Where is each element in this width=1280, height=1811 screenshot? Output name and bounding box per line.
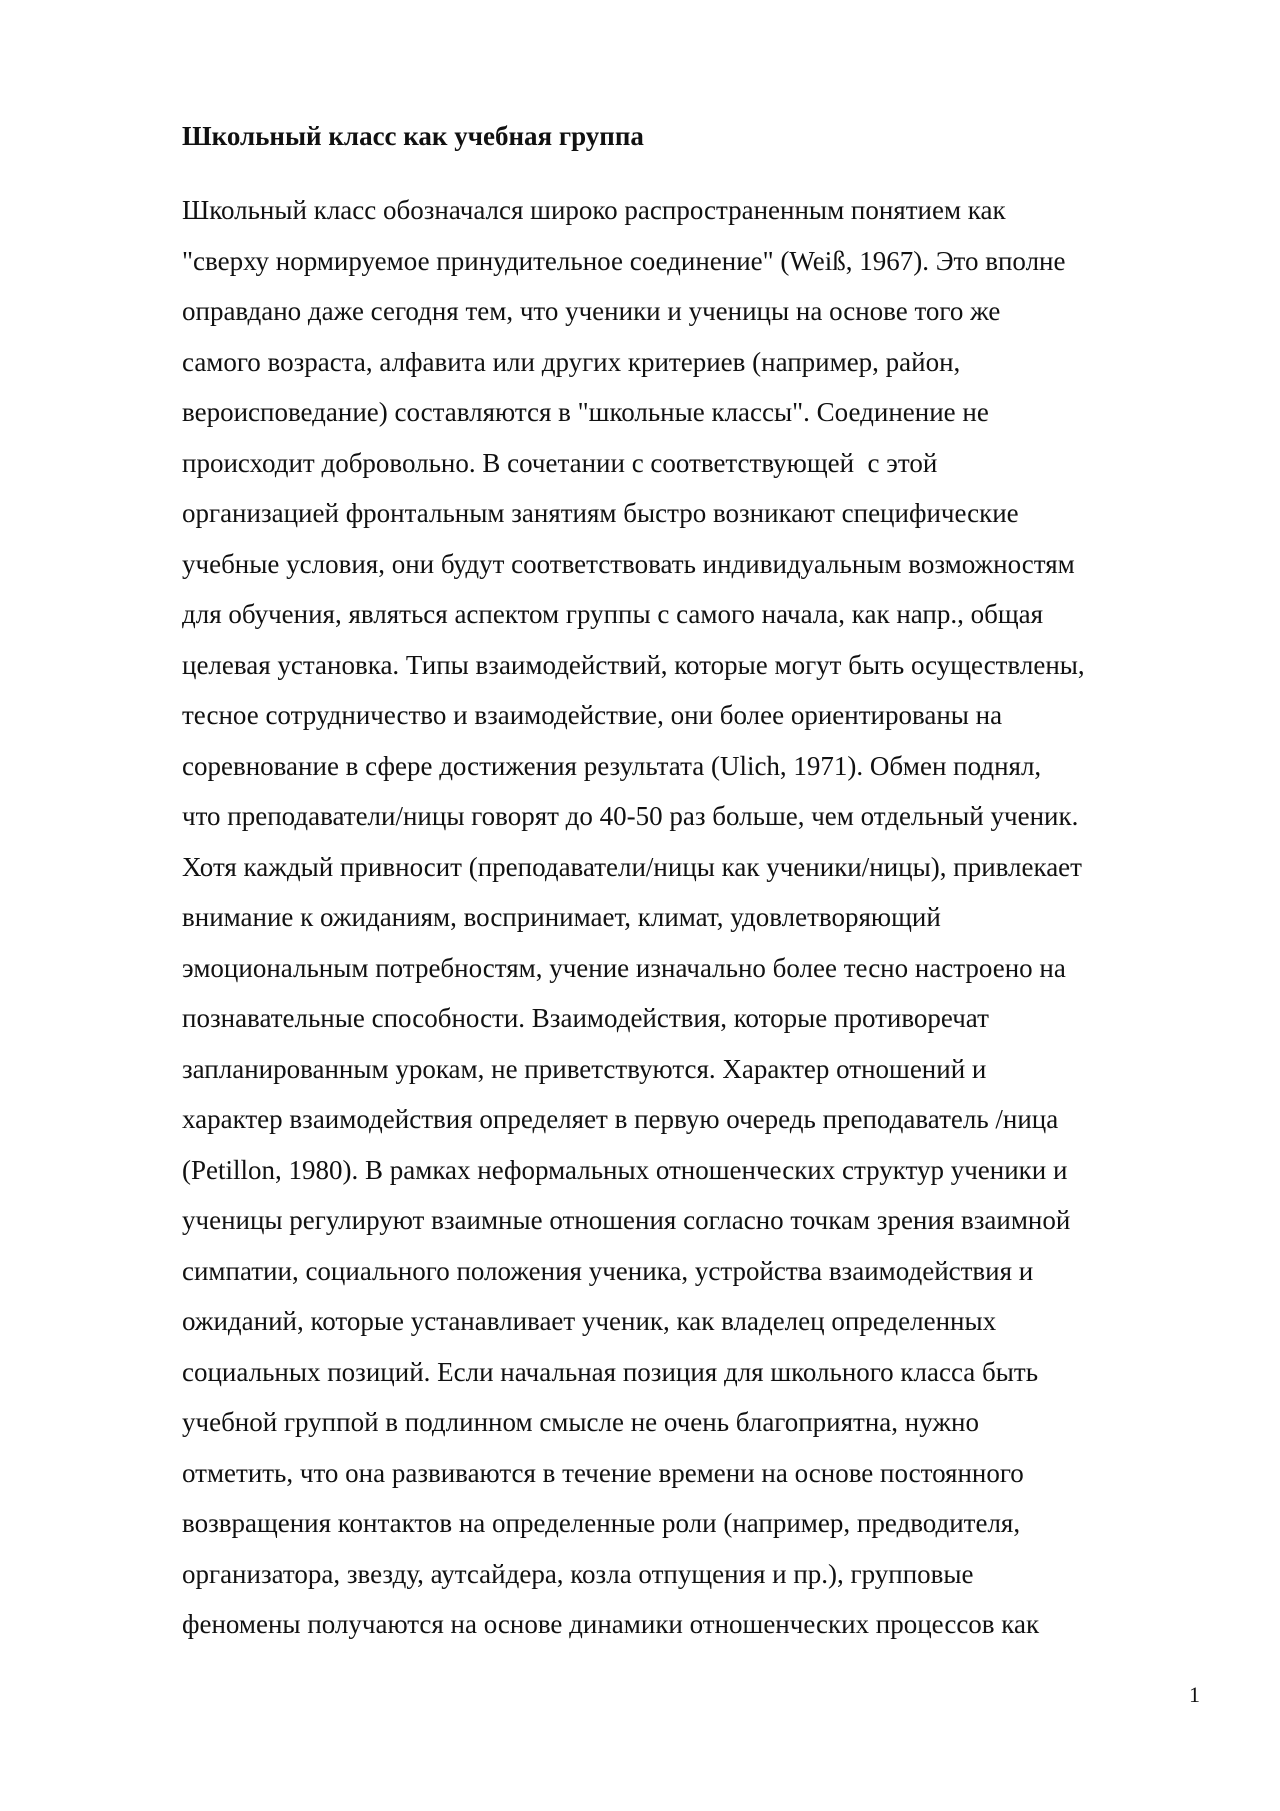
text-line: тесное сотрудничество и взаимодействие, они более ориентированы на: [182, 700, 1003, 730]
text-line: отметить, что она развиваются в течение времени на основе постоянного: [182, 1457, 1024, 1488]
text-line: познавательные способности. Взаимодействия, которые противоречат: [182, 1003, 989, 1033]
page-number: 1: [1189, 1682, 1200, 1707]
text-line: организатора, звезду, аутсайдера, козла отпущения и пр.), групповые: [182, 1558, 974, 1589]
document-title: Школьный класс как учебная группа: [182, 121, 644, 151]
text-line: (Petillon, 1980). В рамках неформальных отношенческих структур ученики и: [182, 1154, 1068, 1185]
text-line: внимание к ожиданиям, воспринимает, климат, удовлетворяющий: [182, 902, 941, 932]
text-line: учебные условия, они будут соответствовать индивидуальным возможностям: [182, 548, 1075, 579]
body-paragraph: [182, 190, 1085, 1655]
text-line: организацией фронтальным занятиям быстро возникают специфические: [182, 498, 1019, 528]
text-line: "сверху нормируемое принудительное соединение" (Weiß, 1967). Это вполне: [182, 245, 1066, 276]
text-line: целевая установка. Типы взаимодействий, которые могут быть осуществлены,: [182, 649, 1085, 680]
text-line: запланированным урокам, не приветствуются. Характер отношений и: [182, 1053, 987, 1084]
text-line: происходит добровольно. В сочетании с соответствующей с этой: [182, 447, 938, 478]
text-line: вероисповедание) составляются в "школьные классы". Соединение не: [182, 397, 989, 427]
text-line: симпатии, социального положения ученика, устройства взаимодействия и: [182, 1255, 1034, 1286]
text-line: ожиданий, которые устанавливает ученик, как владелец определенных: [182, 1306, 997, 1336]
text-line: феномены получаются на основе динамики отношенческих процессов как: [182, 1609, 1040, 1639]
text-line: соревнование в сфере достижения результата (Ulich, 1971). Обмен поднял,: [182, 750, 1042, 781]
text-line: социальных позиций. Если начальная позиция для школьного класса быть: [182, 1356, 1039, 1387]
text-line: что преподаватели/ницы говорят до 40-50 раз больше, чем отдельный ученик.: [182, 801, 1079, 831]
text-line: оправдано даже сегодня тем, что ученики и ученицы на основе того же: [182, 296, 1001, 326]
text-line: учебной группой в подлинном смысле не очень благоприятна, нужно: [182, 1407, 979, 1437]
text-line: эмоциональным потребностям, учение изначально более тесно настроено на: [182, 952, 1066, 983]
text-line: самого возраста, алфавита или других критериев (например, район,: [182, 346, 961, 377]
text-line: возвращения контактов на определенные роли (например, предводителя,: [182, 1508, 1021, 1538]
text-line: ученицы регулируют взаимные отношения согласно точкам зрения взаимной: [182, 1205, 1071, 1235]
text-line: Хотя каждый привносит (преподаватели/ницы как ученики/ницы), привлекает: [182, 851, 1082, 882]
text-line: характер взаимодействия определяет в первую очередь преподаватель /ница: [182, 1104, 1059, 1134]
text-line: для обучения, являться аспектом группы с самого начала, как напр., общая: [182, 599, 1044, 629]
text-line: Школьный класс обозначался широко распространенным понятием как: [182, 195, 1006, 225]
